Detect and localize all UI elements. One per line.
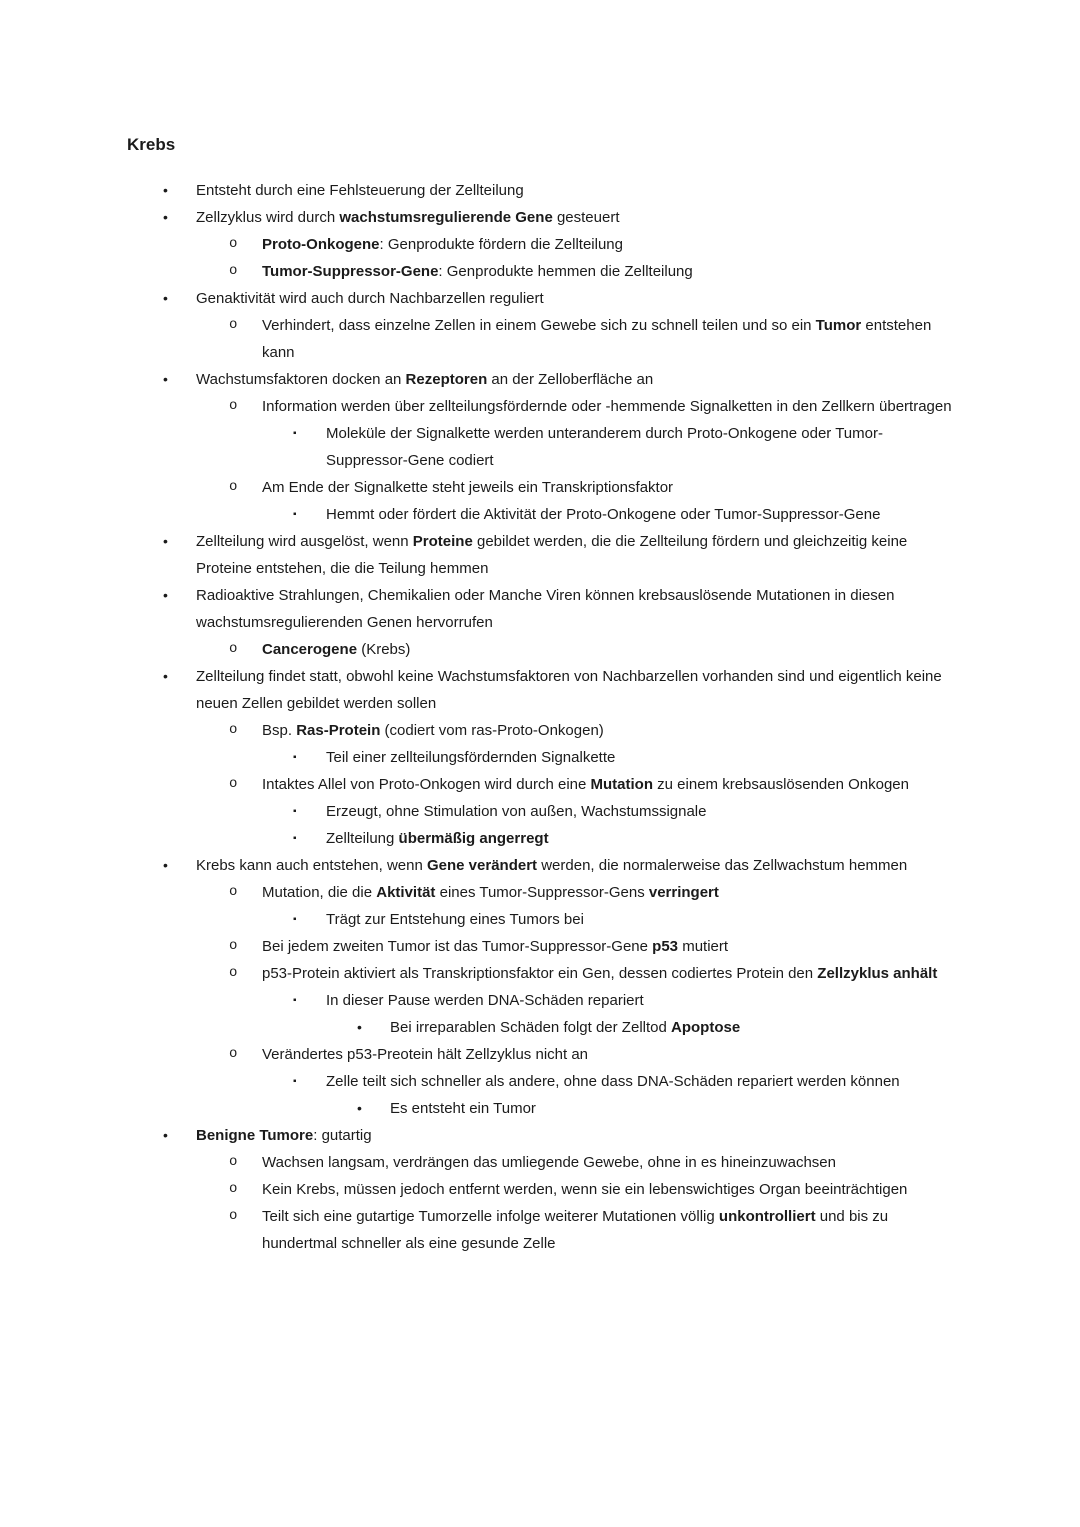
list-item-text	[262, 1149, 952, 1176]
bullet-marker: o	[229, 398, 238, 414]
bullet-marker: •	[163, 209, 168, 225]
list-item-text	[196, 285, 952, 312]
list-item	[127, 636, 952, 663]
text-segment: Mutation, die die	[262, 884, 377, 901]
bullet-marker: o	[229, 1181, 238, 1197]
list-item	[127, 1122, 952, 1149]
bullet-marker: ▪	[293, 995, 297, 1006]
list-item-text	[262, 933, 952, 960]
list-item	[127, 663, 952, 717]
bullet-marker: •	[163, 668, 168, 684]
text-segment-bold: Benigne Tumore	[196, 1127, 314, 1144]
text-segment: Kein Krebs, müssen jedoch entfernt werden, wenn sie ein lebenswichtiges Organ beeinträchtigen	[262, 1181, 908, 1198]
list-item	[127, 1068, 952, 1095]
bullet-marker: o	[229, 479, 238, 495]
text-segment-bold: unkontrolliert	[718, 1208, 816, 1225]
bullet-marker: •	[163, 587, 168, 603]
text-segment: Teil einer zellteilungsfördernden Signalkette	[326, 749, 616, 766]
list-item	[127, 798, 952, 825]
text-segment: Bei irreparablen Schäden folgt der Zelltod	[390, 1019, 672, 1036]
text-segment-bold: Proteine	[412, 533, 473, 550]
bullet-marker: o	[229, 263, 238, 279]
text-segment: Bei jedem zweiten Tumor ist das Tumor-Suppressor-Gene	[262, 938, 653, 955]
text-segment: entstehen kann	[262, 317, 932, 361]
text-segment-bold: Mutation	[590, 776, 653, 793]
list-item-text	[262, 258, 952, 285]
bullet-marker: ▪	[293, 1076, 297, 1087]
text-segment: Verändertes p53-Preotein hält Zellzyklus nicht an	[262, 1046, 589, 1063]
text-segment-bold: Cancerogene	[262, 641, 358, 658]
bullet-marker: ▪	[293, 509, 297, 520]
text-segment: (codiert vom ras-Proto-Onkogen)	[380, 722, 604, 739]
text-segment: Genaktivität wird auch durch Nachbarzellen reguliert	[196, 290, 544, 307]
text-segment: : Genprodukte fördern die Zellteilung	[379, 236, 623, 253]
list-item	[127, 825, 952, 852]
list-item	[127, 177, 952, 204]
list-item-text	[196, 204, 952, 231]
list-item-text	[326, 501, 952, 528]
text-segment: Zelle teilt sich schneller als andere, ohne dass DNA-Schäden repariert werden können	[326, 1073, 900, 1090]
text-segment: p53-Protein aktiviert als Transkriptionsfaktor ein Gen, dessen codiertes Protein den	[262, 965, 818, 982]
bullet-marker: ▪	[293, 752, 297, 763]
list-item-text	[326, 798, 952, 825]
text-segment: Zellteilung wird ausgelöst, wenn	[196, 533, 413, 550]
text-segment: Intaktes Allel von Proto-Onkogen wird durch eine	[262, 776, 591, 793]
text-segment: Am Ende der Signalkette steht jeweils ein Transkriptionsfaktor	[262, 479, 674, 496]
list-item	[127, 744, 952, 771]
bullet-marker: •	[357, 1019, 362, 1035]
text-segment: (Krebs)	[357, 641, 411, 658]
text-segment: gebildet werden, die die Zellteilung fördern und gleichzeitig keine Proteine entstehen, die die Teilung hemmen	[196, 533, 908, 577]
text-segment: Information werden über zellteilungsfördernde oder -hemmende Signalketten in den Zellkern übertragen	[262, 398, 952, 415]
bullet-marker: •	[163, 371, 168, 387]
list-item-text	[196, 528, 952, 582]
text-segment: mutiert	[678, 938, 729, 955]
list-item	[127, 420, 952, 474]
text-segment: Moleküle der Signalkette werden unteranderem durch Proto-Onkogene oder Tumor-Suppressor-Gene codiert	[326, 425, 883, 469]
bullet-marker: ▪	[293, 914, 297, 925]
list-item	[127, 393, 952, 420]
text-segment: : gutartig	[313, 1127, 372, 1144]
list-item-text	[196, 1122, 952, 1149]
text-segment: Verhindert, dass einzelne Zellen in einem Gewebe sich zu schnell teilen und so ein	[262, 317, 816, 334]
list-item-text	[390, 1095, 952, 1122]
list-item-text	[390, 1014, 952, 1041]
list-item-text	[196, 177, 952, 204]
list-item	[127, 258, 952, 285]
text-segment: : Genprodukte hemmen die Zellteilung	[438, 263, 693, 280]
bullet-marker: •	[163, 1127, 168, 1143]
text-segment-bold: p53	[652, 938, 679, 955]
bullet-marker: •	[163, 290, 168, 306]
list-item	[127, 987, 952, 1014]
list-item	[127, 501, 952, 528]
list-item-text	[262, 879, 952, 906]
list-item-text	[326, 1068, 952, 1095]
list-item-text	[262, 960, 952, 987]
bullet-marker: o	[229, 641, 238, 657]
list-item	[127, 366, 952, 393]
list-item	[127, 960, 952, 987]
list-item	[127, 933, 952, 960]
text-segment: Bsp.	[262, 722, 297, 739]
bullet-marker: ▪	[293, 833, 297, 844]
list-item	[127, 879, 952, 906]
list-item-text	[196, 852, 952, 879]
bullet-marker: o	[229, 1154, 238, 1170]
bullet-marker: o	[229, 722, 238, 738]
text-segment: und bis zu hundertmal schneller als eine gesunde Zelle	[262, 1208, 889, 1252]
list-item	[127, 852, 952, 879]
list-item-text	[196, 582, 952, 636]
text-segment: Entsteht durch eine Fehlsteuerung der Zellteilung	[196, 182, 524, 199]
list-item	[127, 906, 952, 933]
bullet-marker: ▪	[293, 428, 297, 439]
list-item	[127, 312, 952, 366]
text-segment: In dieser Pause werden DNA-Schäden repariert	[326, 992, 644, 1009]
text-segment-bold: Rezeptoren	[405, 371, 488, 388]
bullet-marker: •	[357, 1100, 362, 1116]
text-segment-bold: verringert	[648, 884, 719, 901]
text-segment: Krebs kann auch entstehen, wenn	[196, 857, 427, 874]
list-item	[127, 1095, 952, 1122]
text-segment: Teilt sich eine gutartige Tumorzelle infolge weiterer Mutationen völlig	[262, 1208, 719, 1225]
list-item-text	[326, 744, 952, 771]
list-item	[127, 1014, 952, 1041]
list-item-text	[262, 231, 952, 258]
text-segment-bold: Proto-Onkogene	[262, 236, 380, 253]
text-segment: werden, die normalerweise das Zellwachstum hemmen	[537, 857, 908, 874]
list-item	[127, 582, 952, 636]
bullet-marker: o	[229, 938, 238, 954]
bullet-marker: o	[229, 236, 238, 252]
text-segment: Wachsen langsam, verdrängen das umliegende Gewebe, ohne in es hineinzuwachsen	[262, 1154, 836, 1171]
text-segment-bold: Tumor-Suppressor-Gene	[262, 263, 439, 280]
bullet-list	[127, 177, 952, 1257]
page-title: Krebs	[127, 135, 176, 154]
bullet-marker: o	[229, 776, 238, 792]
list-item-text	[326, 420, 952, 474]
text-segment: Radioaktive Strahlungen, Chemikalien oder Manche Viren können krebsauslösende Mutationen in diesen wachstumsregulierenden Genen hervorrufen	[196, 587, 895, 631]
bullet-marker: o	[229, 1046, 238, 1062]
list-item-text	[196, 366, 952, 393]
list-item	[127, 771, 952, 798]
bullet-marker: o	[229, 317, 238, 333]
text-segment: zu einem krebsauslösenden Onkogen	[653, 776, 909, 793]
text-segment-bold: übermäßig angerregt	[398, 830, 549, 847]
text-segment-bold: Apoptose	[671, 1019, 741, 1036]
list-item	[127, 285, 952, 312]
bullet-marker: •	[163, 533, 168, 549]
text-segment-bold: Ras-Protein	[296, 722, 381, 739]
text-segment: Zellteilung	[326, 830, 399, 847]
text-segment: Zellteilung findet statt, obwohl keine Wachstumsfaktoren von Nachbarzellen vorhanden sind und eigentlich keine neuen Zellen gebildet werden sollen	[196, 668, 942, 712]
list-item-text	[262, 474, 952, 501]
list-item	[127, 1149, 952, 1176]
list-item-text	[262, 717, 952, 744]
text-segment: Trägt zur Entstehung eines Tumors bei	[326, 911, 584, 928]
text-segment: Es entsteht ein Tumor	[390, 1100, 536, 1117]
text-segment-bold: Tumor	[815, 317, 862, 334]
list-item-text	[262, 393, 952, 420]
bullet-marker: ▪	[293, 806, 297, 817]
list-item	[127, 474, 952, 501]
bullet-marker: o	[229, 965, 238, 981]
list-item	[127, 231, 952, 258]
list-item	[127, 1176, 952, 1203]
bullet-marker: •	[163, 857, 168, 873]
list-item-text	[196, 663, 952, 717]
text-segment-bold: wachstumsregulierende Gene	[339, 209, 553, 226]
text-segment-bold: Aktivität	[376, 884, 436, 901]
list-item	[127, 717, 952, 744]
text-segment: Erzeugt, ohne Stimulation von außen, Wachstumssignale	[326, 803, 707, 820]
text-segment-bold: Gene verändert	[427, 857, 538, 874]
text-segment-bold: Zellzyklus anhält	[817, 965, 938, 982]
list-item-text	[262, 636, 952, 663]
bullet-marker: o	[229, 884, 238, 900]
list-item-text	[262, 771, 952, 798]
list-item-text	[262, 1203, 952, 1257]
list-item-text	[326, 906, 952, 933]
text-segment: Zellzyklus wird durch	[196, 209, 340, 226]
list-item-text	[326, 987, 952, 1014]
list-item-text	[262, 312, 952, 366]
text-segment: Wachstumsfaktoren docken an	[196, 371, 406, 388]
bullet-marker: •	[163, 182, 168, 198]
list-item	[127, 1041, 952, 1068]
list-item-text	[262, 1041, 952, 1068]
text-segment: an der Zelloberfläche an	[487, 371, 654, 388]
text-segment: gesteuert	[552, 209, 620, 226]
text-segment: eines Tumor-Suppressor-Gens	[435, 884, 649, 901]
text-segment: Hemmt oder fördert die Aktivität der Proto-Onkogene oder Tumor-Suppressor-Gene	[326, 506, 881, 523]
list-item-text	[262, 1176, 952, 1203]
bullet-marker: o	[229, 1208, 238, 1224]
list-item-text	[326, 825, 952, 852]
list-item	[127, 528, 952, 582]
list-item	[127, 1203, 952, 1257]
list-item	[127, 204, 952, 231]
